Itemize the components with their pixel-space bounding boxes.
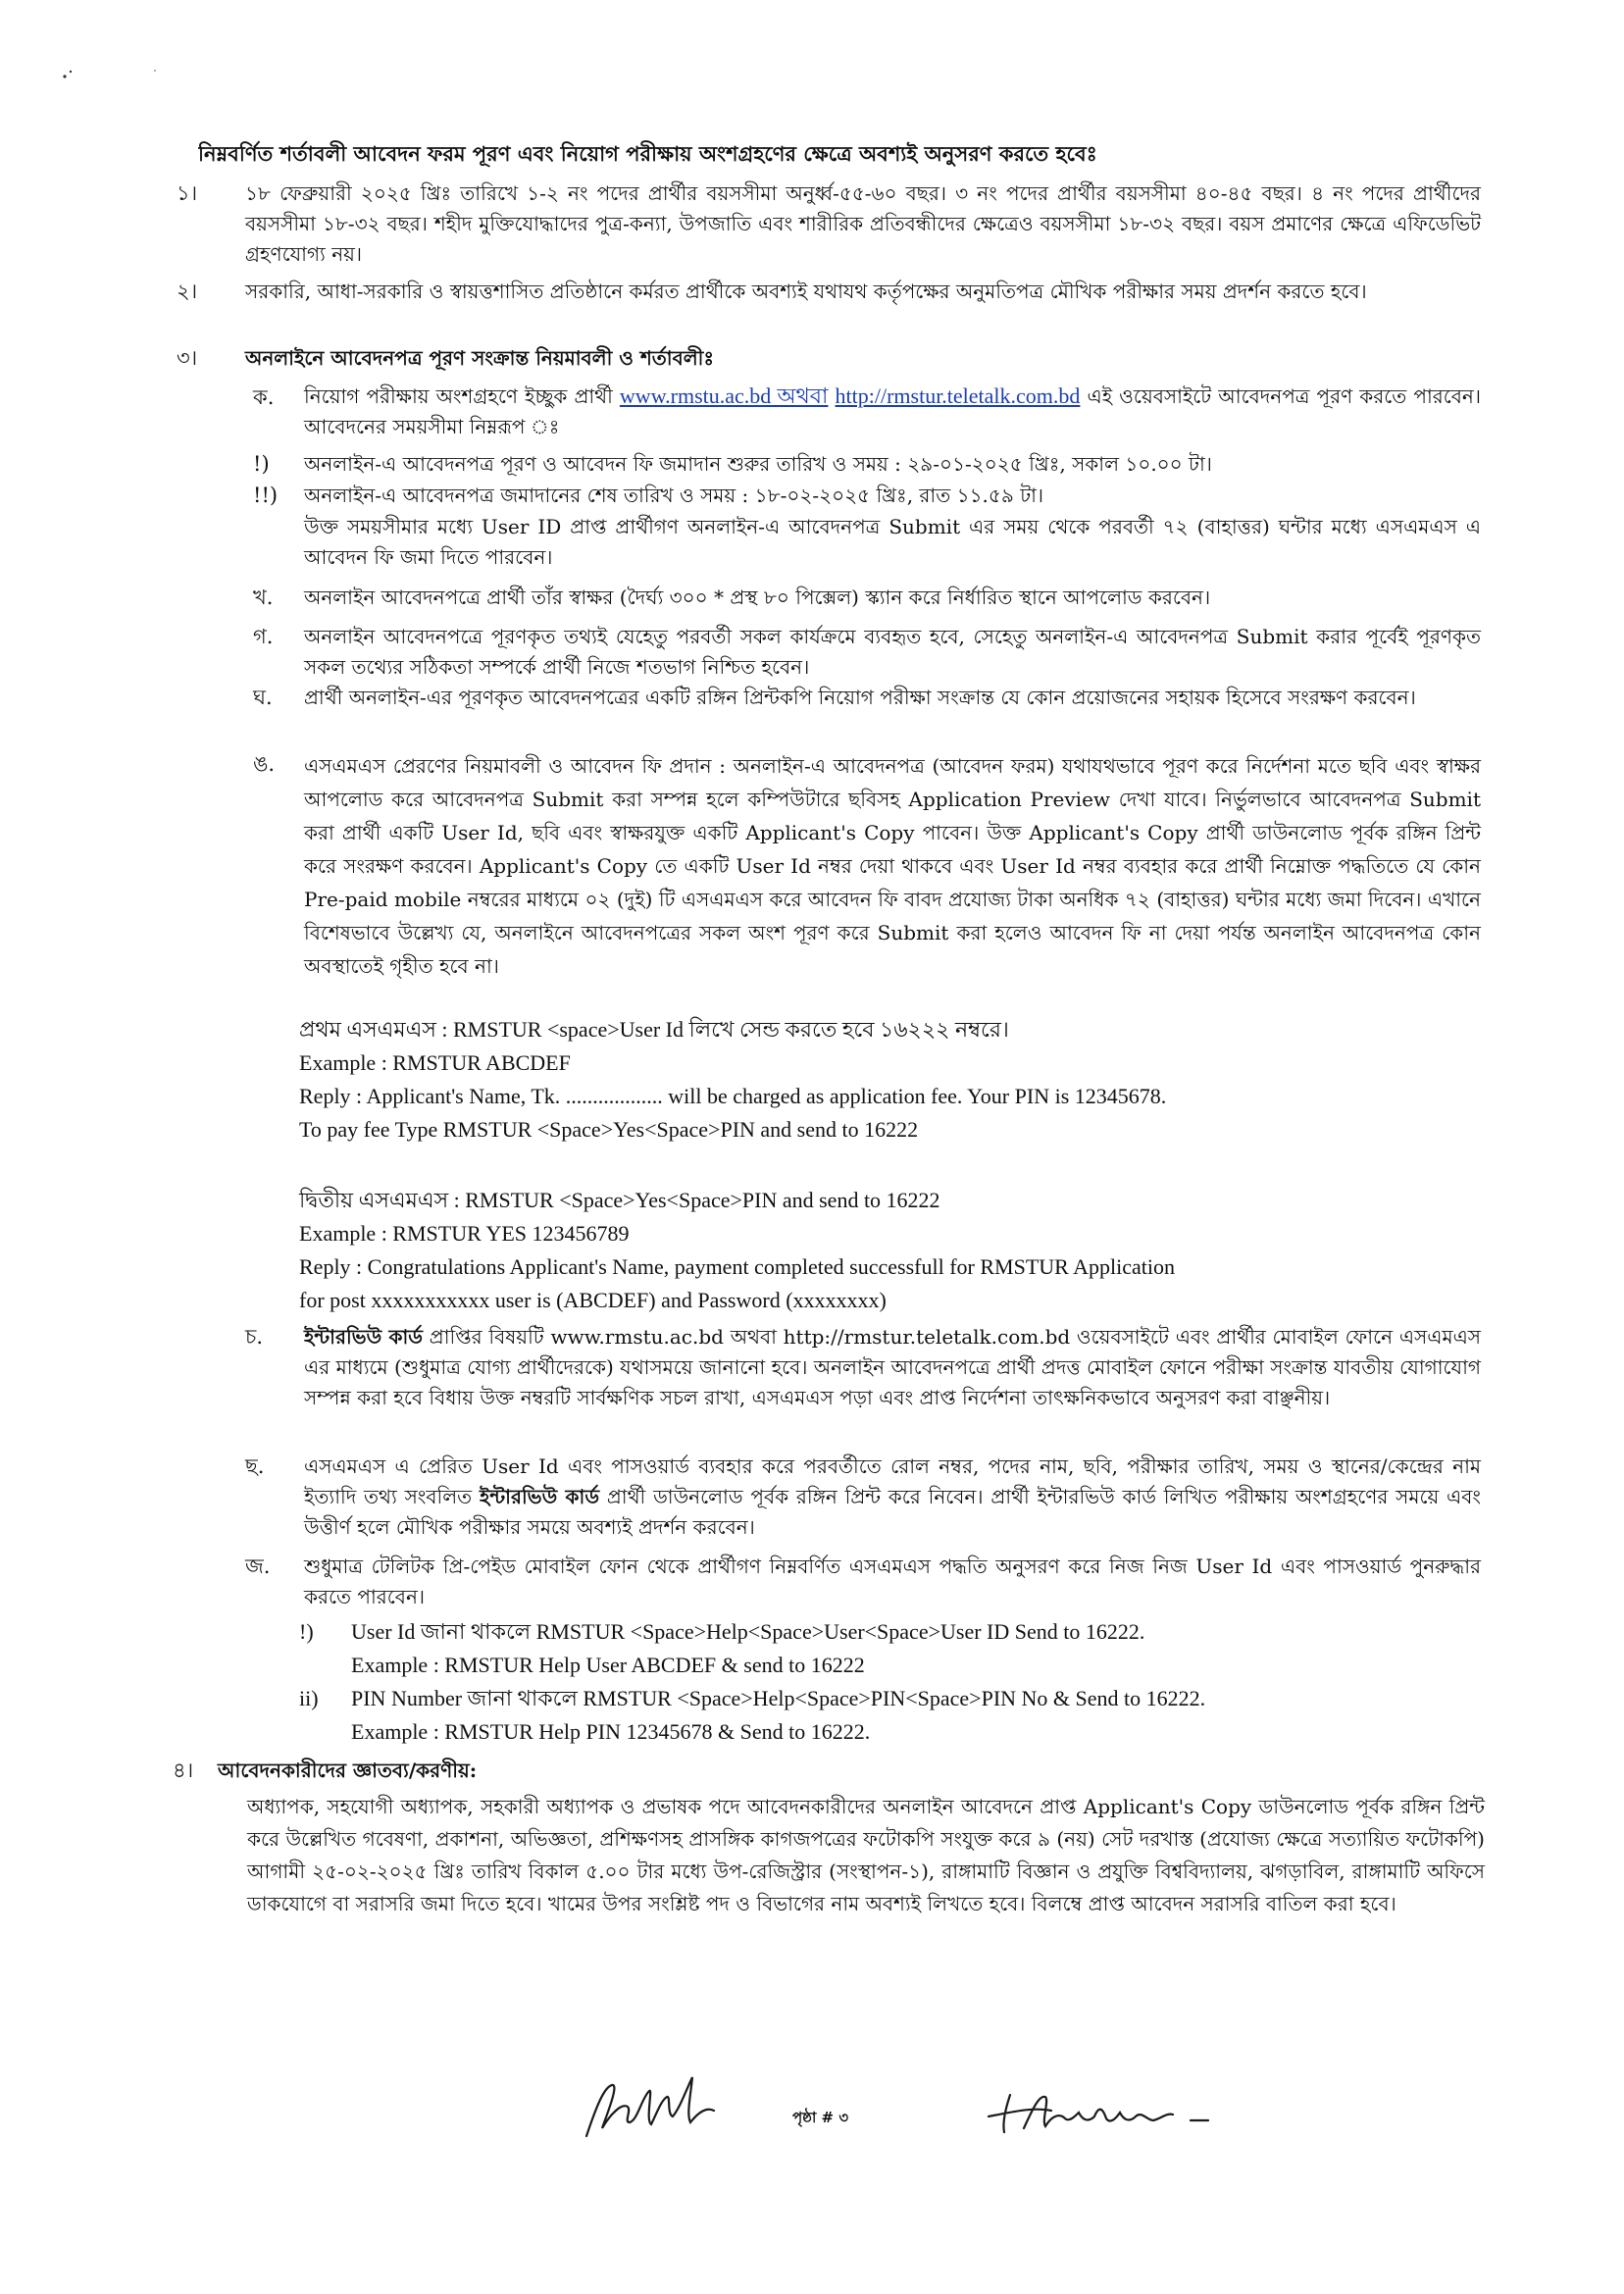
- ka-text-before: নিয়োগ পরীক্ষায় অংশগ্রহণে ইচ্ছুক প্রার্থী: [304, 384, 613, 408]
- item-1-number: ১।: [177, 181, 198, 205]
- item-4-heading: আবেদনকারীদের জ্ঞাতব্য/করণীয়:: [218, 1759, 478, 1782]
- sms-first-reply-2: To pay fee Type RMSTUR <Space>Yes<Space>PIN and send to 16222: [299, 1117, 919, 1142]
- ka-text-after: এই ওয়েবসাইটে আবেদনপত্র পূরণ করতে পারবেন। আবেদনের সময়সীমা নিম্নরূপ ঃ: [304, 384, 1482, 438]
- sms-first-example: Example : RMSTUR ABCDEF: [299, 1050, 571, 1075]
- item-1-text: ১৮ ফেব্রুয়ারী ২০২৫ খ্রিঃ তারিখে ১-২ নং পদের প্রার্থীর বয়সসীমা অনুর্ধ্ব-৫৫-৬০ বছর। ৩ নং পদের প্রার্থীর বয়সসীমা ৪০-৪৫ বছর। ৪ নং পদের প্রার্থীদের বয়সসীমা ১৮-৩২ বছর। শহীদ মুক্তিযোদ্ধাদের পুত্র-কন্যা, উপজাতি এবং শারীরিক প্রতিবন্ধীদের ক্ষেত্রেও বয়সসীমা ১৮-৩২ বছর। বয়স প্রমাণের ক্ষেত্রে এফিডেভিট গ্রহণযোগ্য নয়।: [245, 181, 1481, 266]
- sms-second-example: Example : RMSTUR YES 123456789: [299, 1221, 630, 1246]
- item-3-uma-label: ঙ.: [253, 752, 276, 776]
- website-link-teletalk[interactable]: http://rmstur.teletalk.com.bd: [835, 383, 1081, 408]
- item-3-uma-text: এসএমএস প্রেরণের নিয়মাবলী ও আবেদন ফি প্রদান : অনলাইন-এ আবেদনপত্র (আবেদন ফরম) যথাযথভাবে পূরণ করে নির্দেশনা মতে ছবি এবং স্বাক্ষর আপলোড করে আবেদনপত্র Submit করা সম্পন্ন হলে কম্পিউটারে ছবিসহ Application Preview দেখা যাবে। নির্ভুলভাবে আবেদনপত্র Submit করা প্রার্থী একটি User Id, ছবি এবং স্বাক্ষরযুক্ত একটি Applicant's Copy পাবেন। উক্ত Applicant's Copy প্রার্থী ডাউনলোড পূর্বক রঙ্গিন প্রিন্ট করে সংরক্ষণ করবেন। Applicant's Copy তে একটি User Id নম্বর দেয়া থাকবে এবং User Id নম্বর ব্যবহার করে প্রার্থী নিম্নোক্ত পদ্ধতিতে যে কোন Pre-paid mobile নম্বরের মাধ্যমে ০২ (দুই) টি এসএমএস করে আবেদন ফি বাবদ প্রযোজ্য টাকা অনধিক ৭২ (বাহাত্তর) ঘন্টার মধ্যে জমা দিবেন। এখানে বিশেষভাবে উল্লেখ্য যে, অনলাইনে আবেদনপত্রের সকল অংশ পূরণ করে Submit করা হলেও আবেদন ফি না দেয়া পর্যন্ত অনলাইন আবেদনপত্র কোন অবস্থাতেই গৃহীত হবে না।: [304, 754, 1481, 978]
- signature-right: [981, 2077, 1216, 2146]
- signature-left: [577, 2067, 724, 2148]
- sms-second-reply-2: for post xxxxxxxxxxx user is (ABCDEF) and Password (xxxxxxxx): [299, 1288, 887, 1312]
- item-3-cha-label: চ.: [245, 1325, 264, 1349]
- sms-first-reply: Reply : Applicant's Name, Tk. .................. will be charged as application fee. Your PIN is 12345678.: [299, 1084, 1167, 1108]
- item-3-ja-ii-label: ii): [299, 1686, 319, 1710]
- chha-body-a: এসএমএস এ প্রেরিত User Id এবং পাসওয়ার্ড ব্যবহার করে পরবর্তীতে রোল নম্বর, পদের নাম, ছবি, পরীক্ষার তারিখ, সময় ও স্থানের/কেন্দ্রের নাম ইত্যাদি তথ্য সংবলিত: [304, 1454, 1481, 1508]
- item-3-ka-label: ক.: [253, 385, 275, 409]
- page-title: নিম্নবর্ণিত শর্তাবলী আবেদন ফরম পূরণ এবং নিয়োগ পরীক্ষায় অংশগ্রহণের ক্ষেত্রে অবশ্যই অনুসরণ করতে হবেঃ: [198, 141, 1097, 166]
- item-3-i-label: !): [253, 452, 270, 476]
- item-3-ja-i-label: !): [299, 1619, 314, 1644]
- item-3-kha-label: খ.: [253, 586, 274, 609]
- item-3-ga-text: অনলাইন আবেদনপত্রে পূরণকৃত তথ্যই যেহেতু পরবর্তী সকল কার্যক্রমে ব্যবহৃত হবে, সেহেতু অনলাইন-এ আবেদনপত্র Submit করার পূর্বেই পূরণকৃত সকল তথ্যের সঠিকতা সম্পর্কে প্রার্থী নিজে শতভাগ নিশ্চিত হবেন।: [304, 625, 1481, 679]
- item-3-i-text: অনলাইন-এ আবেদনপত্র পূরণ ও আবেদন ফি জমাদান শুরুর তারিখ ও সময় : ২৯-০১-২০২৫ খ্রিঃ, সকাল ১০.০০ টা।: [304, 452, 1212, 476]
- item-4-number: ৪।: [173, 1759, 194, 1782]
- item-2-number: ২।: [177, 280, 198, 303]
- item-3-chha-label: ছ.: [245, 1454, 265, 1478]
- chha-body-b: প্রার্থী ডাউনলোড পূর্বক রঙ্গিন প্রিন্ট করে নিবেন। প্রার্থী ইন্টারভিউ কার্ড লিখিত পরীক্ষায় অংশগ্রহণের সময়ে এবং উত্তীর্ণ হলে মৌখিক পরীক্ষার সময়ে অবশ্যই প্রদর্শন করবেন।: [304, 1485, 1482, 1539]
- scan-speck-marks: [61, 61, 178, 90]
- item-3-cha-text: [304, 1322, 1481, 1413]
- sms-first-line: প্রথম এসএমএস : RMSTUR <space>User Id লিখে সেন্ড করতে হবে ১৬২২২ নম্বরে।: [299, 1017, 1009, 1042]
- ja-ii-line-1: PIN Number জানা থাকলে RMSTUR <Space>Help<Space>PIN<Space>PIN No & Send to 16222.: [351, 1686, 1206, 1710]
- sms-second-line: দ্বিতীয় এসএমএস : RMSTUR <Space>Yes<Space>PIN and send to 16222: [299, 1188, 940, 1212]
- item-3-kha-text: অনলাইন আবেদনপত্রে প্রার্থী তাঁর স্বাক্ষর (দৈর্ঘ্য ৩০০ * প্রস্থ ৮০ পিক্সেল) স্ক্যান করে নির্ধারিত স্থানে আপলোড করবেন।: [304, 586, 1211, 609]
- ja-i-line-1: User Id জানা থাকলে RMSTUR <Space>Help<Space>User<Space>User ID Send to 16222.: [351, 1619, 1145, 1644]
- item-3-gha-label: ঘ.: [253, 686, 273, 709]
- ja-ii-line-2: Example : RMSTUR Help PIN 12345678 & Send to 16222.: [351, 1719, 871, 1744]
- interview-card-label: ইন্টারভিউ কার্ড: [304, 1325, 424, 1349]
- item-3-ga-label: গ.: [253, 625, 274, 648]
- item-3-ii-text: অনলাইন-এ আবেদনপত্র জমাদানের শেষ তারিখ ও সময় : ১৮-০২-২০২৫ খ্রিঃ, রাত ১১.৫৯ টা।: [304, 484, 1044, 507]
- ja-i-line-2: Example : RMSTUR Help User ABCDEF & send to 16222: [351, 1653, 865, 1677]
- interview-card-label-2: ইন্টারভিউ কার্ড: [480, 1485, 600, 1508]
- item-3-ja-text: শুধুমাত্র টেলিটক প্রি-পেইড মোবাইল ফোন থেকে প্রার্থীগণ নিম্নবর্ণিত এসএমএস পদ্ধতি অনুসরণ করে নিজ নিজ User Id এবং পাসওয়ার্ড পুনরুদ্ধার করতে পারবেন।: [304, 1555, 1481, 1608]
- item-4-text: অধ্যাপক, সহযোগী অধ্যাপক, সহকারী অধ্যাপক ও প্রভাষক পদে আবেদনকারীদের অনলাইন আবেদনে প্রাপ্ত Applicant's Copy ডাউনলোড পূর্বক রঙ্গিন প্রিন্ট করে উল্লেখিত গবেষণা, প্রকাশনা, অভিজ্ঞতা, প্রশিক্ষণসহ প্রাসঙ্গিক কাগজপত্রের ফটোকপি সংযুক্ত করে ৯ (নয়) সেট দরখাস্ত (প্রযোজ্য ক্ষেত্রে সত্যায়িত ফটোকপি) আগামী ২৫-০২-২০২৫ খ্রিঃ তারিখ বিকাল ৫.০০ টার মধ্যে উপ-রেজিস্ট্রার (সংস্থাপন-১), রাঙ্গামাটি বিজ্ঞান ও প্রযুক্তি বিশ্ববিদ্যালয়, ঝগড়াবিল, রাঙ্গামাটি অফিসে ডাকযোগে বা সরাসরি জমা দিতে হবে। খামের উপর সংশ্লিষ্ট পদ ও বিভাগের নাম অবশ্যই লিখতে হবে। বিলম্বে প্রাপ্ত আবেদন সরাসরি বাতিল করা হবে।: [247, 1795, 1485, 1915]
- item-3-ii-label: !!): [253, 484, 279, 507]
- page-number: পৃষ্ঠা # ৩: [792, 2109, 849, 2126]
- sms-second-reply: Reply : Congratulations Applicant's Name, payment completed successfull for RMSTUR Application: [299, 1254, 1175, 1279]
- item-3-gha-text: প্রার্থী অনলাইন-এর পূরণকৃত আবেদনপত্রের একটি রঙ্গিন প্রিন্টকপি নিয়োগ পরীক্ষা সংক্রান্ত যে কোন প্রয়োজনের সহায়ক হিসেবে সংরক্ষণ করবেন।: [304, 686, 1416, 709]
- item-3-ja-label: জ.: [245, 1555, 271, 1578]
- item-3-number: ৩।: [177, 346, 198, 370]
- cha-body: প্রাপ্তির বিষয়টি www.rmstu.ac.bd অথবা http://rmstur.teletalk.com.bd ওয়েবসাইটে এবং প্রার্থীর মোবাইল ফোনে এসএমএস এর মাধ্যমে (শুধুমাত্র যোগ্য প্রার্থীদেরকে) যথাসময়ে জানানো হবে। অনলাইন আবেদনপত্রে প্রার্থী প্রদত্ত মোবাইল ফোনে পরীক্ষা সংক্রান্ত যাবতীয় যোগাযোগ সম্পন্ন করা হবে বিধায় উক্ত নম্বরটি সার্বক্ষণিক সচল রাখা, এসএমএস পড়া এবং প্রাপ্ত নির্দেশনা তাৎক্ষনিকভাবে অনুসরণ করা বাঞ্ছনীয়।: [304, 1325, 1482, 1409]
- item-3-ii-note: উক্ত সময়সীমার মধ্যে User ID প্রাপ্ত প্রার্থীগণ অনলাইন-এ আবেদনপত্র Submit এর সময় থেকে পরবর্তী ৭২ (বাহাত্তর) ঘন্টার মধ্যে এসএমএস এ আবেদন ফি জমা দিতে পারবেন।: [304, 515, 1481, 569]
- item-3-ka-text: [304, 381, 1481, 442]
- item-3-heading: অনলাইনে আবেদনপত্র পূরণ সংক্রান্ত নিয়মাবলী ও শর্তাবলীঃ: [245, 346, 715, 370]
- item-2-text: সরকারি, আধা-সরকারি ও স্বায়ত্তশাসিত প্রতিষ্ঠানে কর্মরত প্রার্থীকে অবশ্যই যথাযথ কর্তৃপক্ষের অনুমতিপত্র মৌখিক পরীক্ষার সময় প্রদর্শন করতে হবে।: [245, 280, 1367, 303]
- website-link-rmstu[interactable]: www.rmstu.ac.bd অথবা: [619, 383, 829, 408]
- item-3-chha-text: [304, 1452, 1481, 1543]
